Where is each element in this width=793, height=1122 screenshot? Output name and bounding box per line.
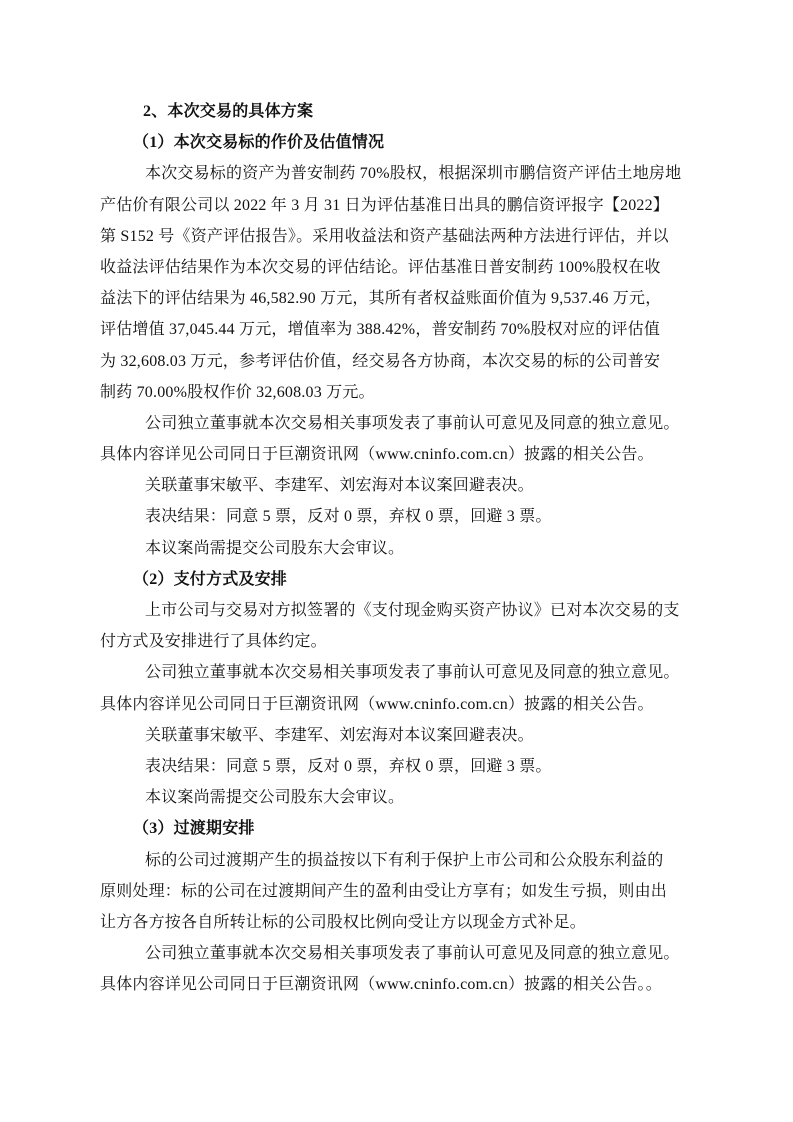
body-line: 上市公司与交易对方拟签署的《支付现金购买资产协议》已对本次交易的支	[145, 602, 680, 619]
body-line: 标的公司过渡期产生的损益按以下有利于保护上市公司和公众股东利益的	[145, 851, 664, 869]
body-line: 本议案尚需提交公司股东大会审议。	[145, 539, 405, 557]
vote-result-line: 表决结果：同意 5 票，反对 0 票，弃权 0 票，回避 3 票。	[145, 508, 552, 526]
body-line-with-url: 具体内容详见公司同日于巨潮资讯网（www.cninfo.com.cn）披露的相关公告。	[100, 695, 654, 713]
body-line: 本次交易标的资产为普安制药 70%股权，根据深圳市鹏信资产评估土地房地	[145, 165, 682, 183]
document-body	[100, 96, 680, 1000]
heading-transition-period: （3）过渡期安排	[133, 820, 255, 838]
body-line: 收益法评估结果作为本次交易的评估结论。评估基准日普安制药 100%股权在收	[100, 258, 661, 276]
body-line-with-url: 具体内容详见公司同日于巨潮资讯网（www.cninfo.com.cn）披露的相关公告。	[100, 446, 654, 464]
heading-transaction-plan: 2、本次交易的具体方案	[143, 103, 314, 120]
heading-payment-method: （2）支付方式及安排	[133, 570, 288, 588]
body-line: 制药 70.00%股权作价 32,608.03 万元。	[100, 383, 375, 401]
body-line-with-url: 具体内容详见公司同日于巨潮资讯网（www.cninfo.com.cn）披露的相关公告。。	[100, 976, 662, 994]
body-line: 付方式及安排进行了具体约定。	[100, 633, 327, 651]
vote-result-line: 表决结果：同意 5 票，反对 0 票，弃权 0 票，回避 3 票。	[145, 757, 552, 775]
body-line: 公司独立董事就本次交易相关事项发表了事前认可意见及同意的独立意见。	[145, 664, 680, 682]
body-line: 为 32,608.03 万元，参考评估价值，经交易各方协商，本次交易的标的公司普安	[100, 352, 661, 370]
body-line: 本议案尚需提交公司股东大会审议。	[145, 789, 405, 807]
body-line: 评估增值 37,045.44 万元，增值率为 388.42%，普安制药 70%股权对应的评估值	[100, 321, 661, 339]
body-line: 第 S152 号《资产评估报告》。采用收益法和资产基础法两种方法进行评估，并以	[100, 227, 669, 245]
body-line: 公司独立董事就本次交易相关事项发表了事前认可意见及同意的独立意见。	[145, 414, 680, 432]
body-line: 产估价有限公司以 2022 年 3 月 31 日为评估基准日出具的鹏信资评报字【2022】	[100, 196, 670, 214]
body-line: 让方各方按各自所转让标的公司股权比例向受让方以现金方式补足。	[100, 913, 587, 931]
heading-pricing-and-valuation: （1）本次交易标的作价及估值情况	[133, 134, 385, 152]
body-line: 原则处理：标的公司在过渡期间产生的盈利由受让方享有；如发生亏损，则由出	[100, 882, 668, 900]
body-line: 关联董事宋敏平、李建军、刘宏海对本议案回避表决。	[145, 726, 534, 744]
body-line: 公司独立董事就本次交易相关事项发表了事前认可意见及同意的独立意见。	[145, 945, 680, 963]
body-line: 关联董事宋敏平、李建军、刘宏海对本议案回避表决。	[145, 477, 534, 495]
body-line: 益法下的评估结果为 46,582.90 万元，其所有者权益账面价值为 9,537.46 万元，	[100, 290, 662, 308]
